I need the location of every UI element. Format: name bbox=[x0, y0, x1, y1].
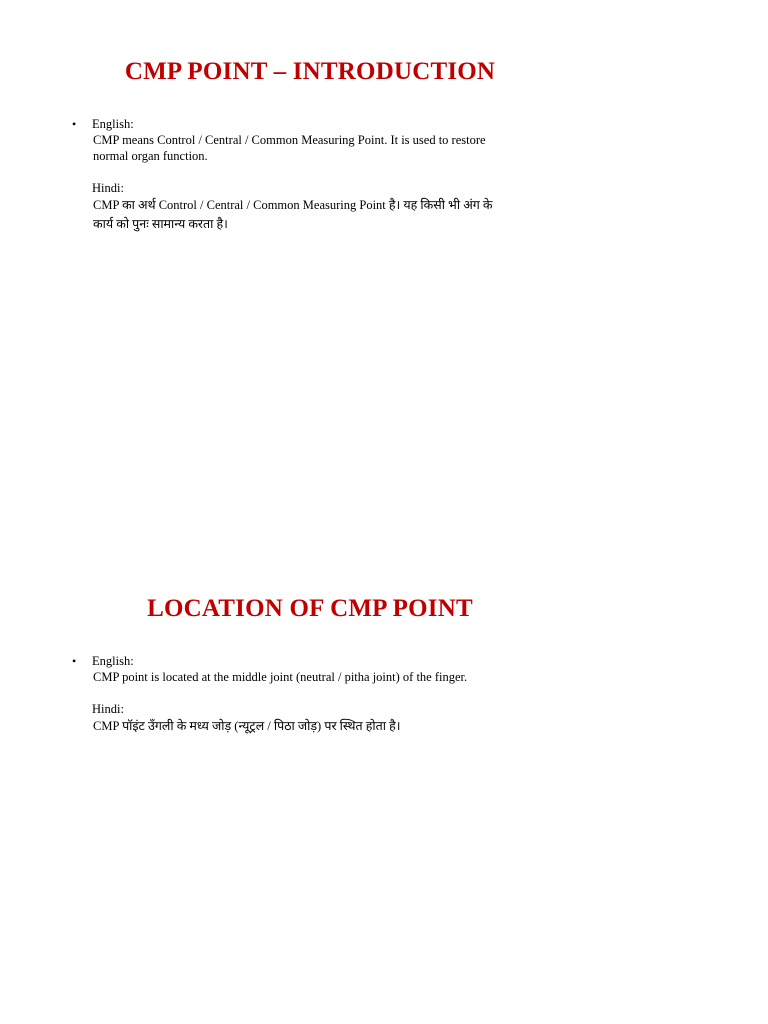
bullet-list bbox=[72, 116, 532, 234]
hindi-label: Hindi: bbox=[92, 181, 124, 195]
hindi-label: Hindi: bbox=[92, 702, 124, 716]
english-text-line: CMP means Control / Central / Common Measuring Point. It is used to restore bbox=[93, 133, 486, 147]
english-text-line: CMP point is located at the middle joint (neutral / pitha joint) of the finger. bbox=[93, 670, 468, 684]
bullet-list bbox=[72, 653, 532, 736]
spacer bbox=[92, 685, 532, 701]
hindi-text-line: CMP का अर्थ Control / Central / Common Measuring Point है। यह किसी भी अंग के bbox=[93, 198, 493, 212]
spacer bbox=[92, 164, 532, 180]
section-title: LOCATION OF CMP POINT bbox=[147, 595, 473, 622]
bullet-marker: • bbox=[72, 117, 77, 131]
english-label: English: bbox=[92, 117, 134, 131]
bullet-marker: • bbox=[72, 654, 77, 668]
section-title: CMP POINT – INTRODUCTION bbox=[124, 58, 496, 85]
english-text-line: normal organ function. bbox=[93, 149, 208, 163]
hindi-text-line: CMP पॉइंट उँगली के मध्य जोड़ (न्यूट्रल / पिठा जोड़) पर स्थित होता है। bbox=[93, 719, 401, 733]
list-item bbox=[72, 116, 532, 234]
english-label: English: bbox=[92, 654, 134, 668]
hindi-text-line: कार्य को पुनः सामान्य करता है। bbox=[93, 217, 228, 231]
list-item bbox=[72, 653, 532, 736]
